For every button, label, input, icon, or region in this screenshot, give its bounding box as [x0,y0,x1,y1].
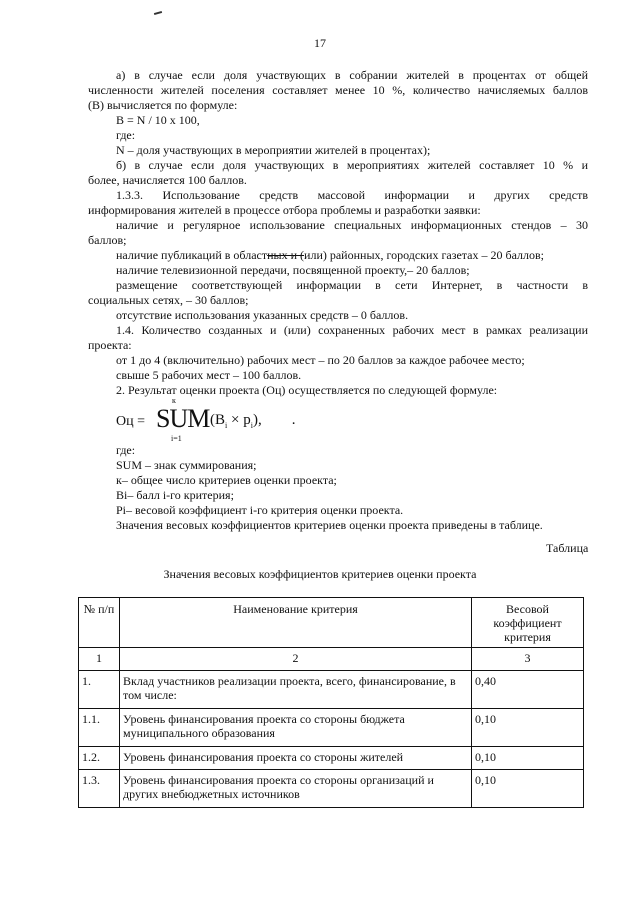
header-cell: Весовой коэффициент критерия [472,598,584,648]
column-number-cell: 1 [79,648,120,671]
para-line: от 1 до 4 (включительно) рабочих мест – по 20 баллов за каждое рабочее место; [116,353,525,367]
para-line: наличие и регулярное использование специальных информационных стендов – 30 [116,218,588,232]
formula-lower-limit: i=1 [171,434,182,443]
table-caption: Значения весовых коэффициентов критериев оценки проекта [163,567,477,581]
para-line: Bi– балл i-го критерия; [116,488,234,502]
para-line: 1.4. Количество созданных и (или) сохраненных рабочих мест в рамках реализации [116,323,588,337]
struck-text: ных и ( [267,248,305,262]
para-line: б) в случае если доля участвующих в мероприятиях жителей составляет 10 % и [116,158,588,172]
weight-cell: 0,10 [472,747,584,770]
para-line: проекта: [88,338,132,352]
row-number-cell: 1. [79,671,120,709]
pen-mark [154,11,162,15]
para-line: к– общее число критериев оценки проекта; [116,473,337,487]
sum-formula [116,396,316,446]
formula-args: $(B_i \times p_i)$, . [210,412,296,430]
para-line [116,248,544,263]
column-number-cell: 3 [472,648,584,671]
table-row [79,747,584,770]
table-row [79,709,584,747]
para-line: социальных сетях, – 30 баллов; [88,293,249,307]
weight-cell: 0,40 [472,671,584,709]
table-header-row [79,598,584,648]
weight-cell: 0,10 [472,770,584,808]
formula-upper-limit: к [172,396,176,405]
weights-table [78,597,584,808]
row-number-cell: 1.3. [79,770,120,808]
page-number: 17 [314,36,326,50]
para-line: 2. Результат оценки проекта (Оц) осуществляется по следующей формуле: [116,383,498,397]
para-line: размещение соответствующей информации в сети Интернет, в частности в [116,278,588,292]
column-number-cell: 2 [120,648,472,671]
row-number-cell: 1.1. [79,709,120,747]
para-line: информирования жителей в процессе отбора проблемы и разработки заявки: [88,203,481,217]
table-row [79,671,584,709]
header-cell: № п/п [79,598,120,648]
para-line: более, начисляется 100 баллов. [88,173,247,187]
para-line: численности жителей поселения составляет менее 10 %, количество начисляемых баллов [88,83,588,97]
header-cell: Наименование критерия [120,598,472,648]
para-line: свыше 5 рабочих мест – 100 баллов. [116,368,302,382]
formula-sum: SUM [156,404,210,433]
para-line: отсутствие использования указанных средств – 0 баллов. [116,308,409,322]
criterion-cell: Уровень финансирования проекта со стороны бюджета муниципального образования [120,709,472,747]
para-line: баллов; [88,233,127,247]
para-line: Pi– весовой коэффициент i-го критерия оценки проекта. [116,503,404,517]
formula-lhs: Оц = [116,414,145,429]
table-row [79,770,584,808]
para-line: Значения весовых коэффициентов критериев оценки проекта приведены в таблице. [116,518,543,532]
criterion-cell: Уровень финансирования проекта со стороны жителей [120,747,472,770]
para-line: где: [116,128,136,142]
table-column-numbers-row [79,648,584,671]
criterion-cell: Уровень финансирования проекта со стороны организаций и других внебюджетных источников [120,770,472,808]
row-number-cell: 1.2. [79,747,120,770]
para-line: 1.3.3. Использование средств массовой информации и других средств [116,188,588,202]
formula-b: В = N / 10 х 100, [116,113,200,127]
para-line: SUM – знак суммирования; [116,458,257,472]
table-label: Таблица [546,541,589,555]
text-part: наличие публикаций в област [116,248,268,262]
para-line: где: [116,443,136,457]
criterion-cell: Вклад участников реализации проекта, всего, финансирование, в том числе: [120,671,472,709]
weight-cell: 0,10 [472,709,584,747]
para-line: а) в случае если доля участвующих в собрании жителей в процентах от общей [116,68,588,82]
para-line: наличие телевизионной передачи, посвященной проекту,– 20 баллов; [116,263,470,277]
text-part: или) районных, городских газетах – 20 баллов; [304,248,545,262]
para-line: (В) вычисляется по формуле: [88,98,238,112]
para-line: N – доля участвующих в мероприятии жителей в процентах); [116,143,431,157]
